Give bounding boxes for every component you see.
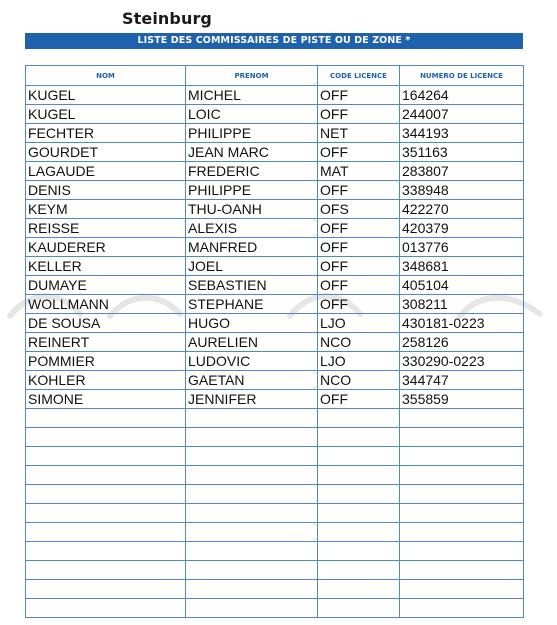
cell-nom: FECHTER (26, 124, 186, 143)
empty-table-row (26, 580, 524, 599)
empty-cell (26, 485, 186, 504)
empty-cell (186, 447, 318, 466)
cell-code-licence: OFS (318, 200, 400, 219)
cell-prenom: HUGO (186, 314, 318, 333)
empty-cell (26, 428, 186, 447)
table-row (26, 105, 524, 124)
cell-prenom: ALEXIS (186, 219, 318, 238)
cell-code-licence: OFF (318, 295, 400, 314)
empty-cell (186, 504, 318, 523)
empty-cell (318, 599, 400, 618)
empty-cell (26, 542, 186, 561)
cell-prenom: JENNIFER (186, 390, 318, 409)
column-header-code-licence: CODE LICENCE (318, 66, 400, 86)
empty-cell (318, 428, 400, 447)
empty-table-row (26, 504, 524, 523)
empty-cell (26, 561, 186, 580)
cell-numero-licence: 244007 (400, 105, 524, 124)
empty-cell (26, 466, 186, 485)
empty-cell (400, 542, 524, 561)
cell-prenom: FREDERIC (186, 162, 318, 181)
cell-nom: KUGEL (26, 105, 186, 124)
empty-table-row (26, 485, 524, 504)
cell-nom: GOURDET (26, 143, 186, 162)
cell-code-licence: NCO (318, 333, 400, 352)
cell-code-licence: OFF (318, 238, 400, 257)
cell-numero-licence: 344193 (400, 124, 524, 143)
empty-cell (400, 504, 524, 523)
table-row (26, 181, 524, 200)
cell-numero-licence: 330290-0223 (400, 352, 524, 371)
cell-nom: KAUDERER (26, 238, 186, 257)
cell-numero-licence: 258126 (400, 333, 524, 352)
empty-table-row (26, 466, 524, 485)
cell-code-licence: OFF (318, 390, 400, 409)
cell-nom: DUMAYE (26, 276, 186, 295)
empty-cell (26, 447, 186, 466)
empty-cell (186, 523, 318, 542)
cell-nom: WOLLMANN (26, 295, 186, 314)
table-row (26, 314, 524, 333)
empty-cell (26, 599, 186, 618)
empty-cell (400, 428, 524, 447)
cell-code-licence: LJO (318, 352, 400, 371)
empty-cell (186, 561, 318, 580)
empty-cell (26, 409, 186, 428)
cell-numero-licence: 405104 (400, 276, 524, 295)
cell-numero-licence: 355859 (400, 390, 524, 409)
cell-code-licence: OFF (318, 257, 400, 276)
cell-code-licence: OFF (318, 219, 400, 238)
empty-cell (186, 580, 318, 599)
table-row (26, 200, 524, 219)
cell-code-licence: LJO (318, 314, 400, 333)
cell-numero-licence: 338948 (400, 181, 524, 200)
empty-cell (400, 409, 524, 428)
cell-prenom: AURELIEN (186, 333, 318, 352)
empty-cell (400, 447, 524, 466)
cell-nom: REINERT (26, 333, 186, 352)
empty-cell (186, 485, 318, 504)
cell-code-licence: MAT (318, 162, 400, 181)
page-title: Steinburg (122, 9, 212, 28)
empty-cell (400, 466, 524, 485)
empty-table-row (26, 428, 524, 447)
empty-table-row (26, 447, 524, 466)
cell-code-licence: OFF (318, 276, 400, 295)
cell-numero-licence: 420379 (400, 219, 524, 238)
cell-prenom: JEAN MARC (186, 143, 318, 162)
table-row (26, 352, 524, 371)
cell-numero-licence: 164264 (400, 86, 524, 105)
empty-cell (26, 504, 186, 523)
cell-prenom: MANFRED (186, 238, 318, 257)
table-body (26, 86, 524, 618)
cell-nom: POMMIER (26, 352, 186, 371)
empty-cell (186, 542, 318, 561)
empty-table-row (26, 523, 524, 542)
table-row (26, 238, 524, 257)
empty-cell (318, 580, 400, 599)
cell-prenom: PHILIPPE (186, 124, 318, 143)
empty-cell (186, 599, 318, 618)
cell-prenom: JOEL (186, 257, 318, 276)
cell-numero-licence: 013776 (400, 238, 524, 257)
cell-nom: LAGAUDE (26, 162, 186, 181)
cell-prenom: SEBASTIEN (186, 276, 318, 295)
cell-nom: DENIS (26, 181, 186, 200)
empty-cell (400, 523, 524, 542)
cell-code-licence: NET (318, 124, 400, 143)
cell-nom: KUGEL (26, 86, 186, 105)
empty-cell (186, 466, 318, 485)
cell-nom: KOHLER (26, 371, 186, 390)
empty-cell (400, 580, 524, 599)
table-row (26, 295, 524, 314)
empty-cell (318, 523, 400, 542)
cell-prenom: STEPHANE (186, 295, 318, 314)
column-header-numero-licence: NUMERO DE LICENCE (400, 66, 524, 86)
empty-table-row (26, 542, 524, 561)
table-row (26, 124, 524, 143)
cell-numero-licence: 348681 (400, 257, 524, 276)
cell-numero-licence: 308211 (400, 295, 524, 314)
cell-code-licence: OFF (318, 105, 400, 124)
cell-numero-licence: 283807 (400, 162, 524, 181)
cell-numero-licence: 430181-0223 (400, 314, 524, 333)
empty-cell (318, 447, 400, 466)
table-row (26, 257, 524, 276)
table-row (26, 86, 524, 105)
empty-cell (318, 561, 400, 580)
empty-cell (318, 485, 400, 504)
table-row (26, 162, 524, 181)
table-header-row (26, 66, 524, 86)
empty-table-row (26, 561, 524, 580)
empty-cell (318, 542, 400, 561)
cell-prenom: LOIC (186, 105, 318, 124)
empty-table-row (26, 409, 524, 428)
column-header-prenom: PRENOM (186, 66, 318, 86)
empty-table-row (26, 599, 524, 618)
column-header-nom: NOM (26, 66, 186, 86)
empty-cell (26, 523, 186, 542)
cell-nom: DE SOUSA (26, 314, 186, 333)
table-row (26, 276, 524, 295)
table-row (26, 219, 524, 238)
cell-prenom: GAETAN (186, 371, 318, 390)
cell-prenom: THU-OANH (186, 200, 318, 219)
empty-cell (400, 485, 524, 504)
cell-code-licence: NCO (318, 371, 400, 390)
empty-cell (400, 599, 524, 618)
cell-prenom: PHILIPPE (186, 181, 318, 200)
table-row (26, 371, 524, 390)
cell-nom: KELLER (26, 257, 186, 276)
empty-cell (26, 580, 186, 599)
cell-nom: KEYM (26, 200, 186, 219)
cell-code-licence: OFF (318, 86, 400, 105)
cell-code-licence: OFF (318, 181, 400, 200)
empty-cell (318, 504, 400, 523)
cell-numero-licence: 351163 (400, 143, 524, 162)
cell-numero-licence: 344747 (400, 371, 524, 390)
cell-nom: REISSE (26, 219, 186, 238)
cell-nom: SIMONE (26, 390, 186, 409)
cell-prenom: LUDOVIC (186, 352, 318, 371)
table-row (26, 333, 524, 352)
table-row (26, 143, 524, 162)
empty-cell (318, 466, 400, 485)
cell-numero-licence: 422270 (400, 200, 524, 219)
commissaires-table (25, 65, 524, 618)
cell-prenom: MICHEL (186, 86, 318, 105)
empty-cell (186, 428, 318, 447)
cell-code-licence: OFF (318, 143, 400, 162)
section-banner: LISTE DES COMMISSAIRES DE PISTE OU DE ZONE * (25, 33, 523, 49)
empty-cell (318, 409, 400, 428)
empty-cell (186, 409, 318, 428)
table-row (26, 390, 524, 409)
empty-cell (400, 561, 524, 580)
